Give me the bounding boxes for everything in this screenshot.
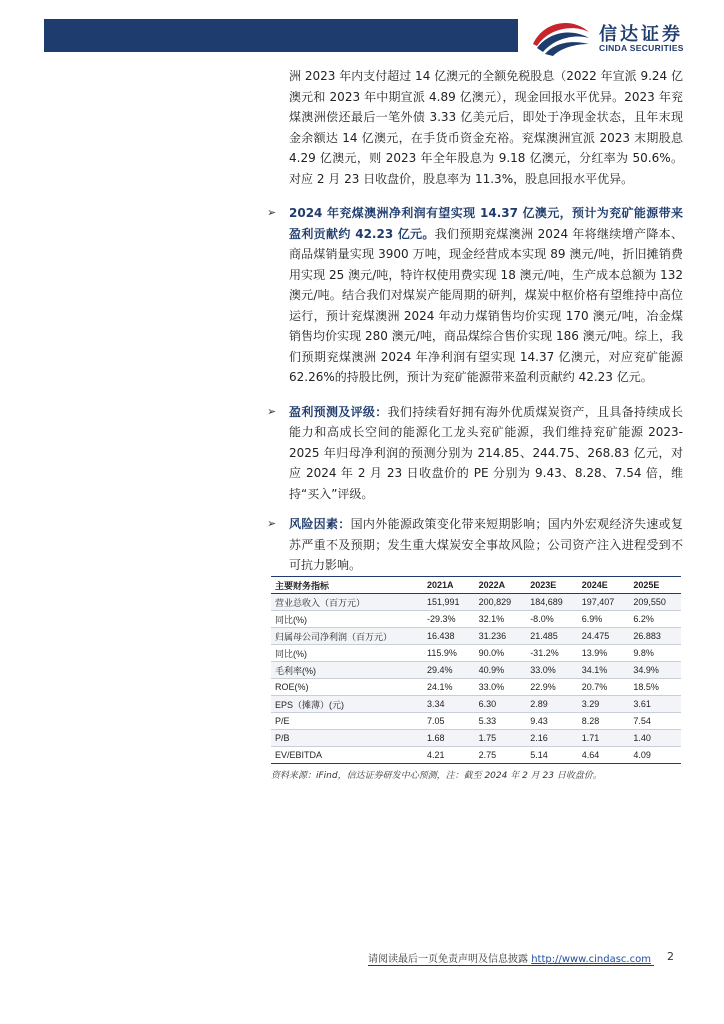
table-row-label: ROE(%) [271,679,423,696]
table-cell: 4.21 [423,747,475,764]
table-cell: 7.05 [423,713,475,730]
table-row-label: 同比(%) [271,611,423,628]
table-header-cell: 主要财务指标 [271,577,423,594]
bullet-text: 我们预期兖煤澳洲 2024 年将继续增产降本、商品煤销量实现 3900 万吨，现金经营成本实现 89 澳元/吨，折旧摊销费用实现 25 澳元/吨，特许权使用费实现 18 澳元/吨，生产成本总额为 132 澳元/吨。结合我们对煤炭产能周期的研判，煤炭中枢价格有望维持中高位运行，预计兖煤澳洲 2024 年动力煤销售均价实现 170 澳元/吨，冶金煤销售均价实现 280 澳元/吨，商品煤综合售价实现 186 澳元/吨。综上，我们预期兖煤澳洲 2024 年净利润有望实现 14.37 亿澳元，对应兖矿能源 62.26%的持股比例，预计为兖矿能源带来盈利贡献约 42.23 亿元。 [289,226,683,384]
table-cell: 9.43 [526,713,578,730]
bullet-heading: 风险因素： [289,517,351,531]
table-header-cell: 2022A [475,577,527,594]
table-header-cell: 2021A [423,577,475,594]
table-cell: 33.0% [526,662,578,679]
table-cell: 32.1% [475,611,527,628]
cinda-logo [531,14,711,56]
table-row [271,645,681,662]
bullet-heading: 2024 年兖煤澳洲净利润有望实现 14.37 亿澳元，预计为兖矿能源带来盈利贡献约 42.23 亿元。 [289,206,683,241]
table-row-label: EPS（摊薄）(元) [271,696,423,713]
table-header-cell: 2024E [578,577,630,594]
table-cell: 4.09 [629,747,681,764]
table-row-label: 同比(%) [271,645,423,662]
header-band [44,19,518,52]
table-cell: 200,829 [475,594,527,611]
table-cell: 151,991 [423,594,475,611]
table-row [271,730,681,747]
table-cell: 2.75 [475,747,527,764]
financial-metrics-table [271,576,681,764]
table-cell: 3.34 [423,696,475,713]
table-cell: 90.0% [475,645,527,662]
table-cell: 21.485 [526,628,578,645]
table-row-label: P/B [271,730,423,747]
footer [368,950,651,965]
table-cell: 3.29 [578,696,630,713]
table-cell: 18.5% [629,679,681,696]
cinda-logo-icon [531,14,593,56]
table-cell: -29.3% [423,611,475,628]
table-cell: 1.40 [629,730,681,747]
table-cell: 5.33 [475,713,527,730]
table-cell: 2.16 [526,730,578,747]
table-cell: 115.9% [423,645,475,662]
table-row-label: EV/EBITDA [271,747,423,764]
table-row [271,747,681,764]
table-header-cell: 2025E [629,577,681,594]
table-cell: 20.7% [578,679,630,696]
table-row-label: P/E [271,713,423,730]
table-row [271,594,681,611]
table-source-note: 资料来源：iFind，信达证券研发中心预测，注：截至 2024 年 2 月 23 日收盘价。 [271,771,602,781]
table-cell: 31.236 [475,628,527,645]
table-cell: 209,550 [629,594,681,611]
table-cell: 34.9% [629,662,681,679]
bullet-risk [267,514,683,576]
table-cell: 197,407 [578,594,630,611]
table-cell: 22.9% [526,679,578,696]
table-row [271,713,681,730]
table-row-label: 营业总收入（百万元） [271,594,423,611]
table-row [271,611,681,628]
bullet-arrow-icon: ➢ [267,517,277,530]
bullet-text: 我们持续看好拥有海外优质煤炭资产，且具备持续成长能力和高成长空间的能源化工龙头兖矿能源，我们维持兖矿能源 2023-2025 年归母净利润的预测分别为 214.85、244.75、268.83 亿元，对应 2024 年 2 月 23 日收盘价的 PE 分别为 9.43、8.28、7.54 倍，维持“买入”评级。 [289,404,683,501]
table-cell: 6.2% [629,611,681,628]
dividend-paragraph: 洲 2023 年内支付超过 14 亿澳元的全额免税股息（2022 年宣派 9.24 亿澳元和 2023 年中期宣派 4.89 亿澳元），现金回报水平优异。2023 年兖煤澳洲偿还最后一笔外债 3.33 亿美元后，即处于净现金状态，且年末现金余额达 14 亿澳元，在手货币资金充裕。兖煤澳洲宣派 2023 末期股息 4.29 亿澳元，则 2023 年全年股息为 9.18 亿澳元，分红率为 50.6%。对应 2 月 23 日收盘价，股息率为 11.3%，股息回报水平优异。 [289,69,683,186]
table-cell: 184,689 [526,594,578,611]
table-cell: 13.9% [578,645,630,662]
logo-cn-text: 信达证券 [599,24,683,45]
table-row [271,662,681,679]
table-cell: -8.0% [526,611,578,628]
table-cell: 24.475 [578,628,630,645]
bullet-rating [267,402,683,505]
table-cell: 1.71 [578,730,630,747]
table-row [271,628,681,645]
table-cell: 9.8% [629,645,681,662]
table-cell: 16.438 [423,628,475,645]
bullet-arrow-icon: ➢ [267,206,277,219]
table-cell: 4.64 [578,747,630,764]
table-row-label: 毛利率(%) [271,662,423,679]
table-cell: 1.68 [423,730,475,747]
table-row [271,696,681,713]
table-cell: 29.4% [423,662,475,679]
page-number: 2 [667,950,674,963]
table-cell: 3.61 [629,696,681,713]
bullet-text: 国内外能源政策变化带来短期影响；国内外宏观经济失速或复苏严重不及预期；发生重大煤炭安全事故风险；公司资产注入进程受到不可抗力影响。 [289,517,683,572]
report-body [267,66,683,576]
footer-website-link[interactable]: http://www.cindasc.com [531,954,651,965]
table-cell: 7.54 [629,713,681,730]
table-row-label: 归属母公司净利润（百万元） [271,628,423,645]
table-cell: 24.1% [423,679,475,696]
table-header-row [271,577,681,594]
footer-rule [368,965,654,966]
table-cell: 1.75 [475,730,527,747]
logo-en-text: CINDA SECURITIES [599,43,684,53]
table-cell: 2.89 [526,696,578,713]
bullet-heading: 盈利预测及评级： [289,404,388,419]
table-cell: 33.0% [475,679,527,696]
table-cell: -31.2% [526,645,578,662]
bullet-profit-forecast [267,203,683,388]
table-cell: 26.883 [629,628,681,645]
table-cell: 34.1% [578,662,630,679]
bullet-arrow-icon: ➢ [267,404,277,418]
table-cell: 5.14 [526,747,578,764]
table-cell: 8.28 [578,713,630,730]
table-cell: 40.9% [475,662,527,679]
table-row [271,679,681,696]
table-cell: 6.30 [475,696,527,713]
table-cell: 6.9% [578,611,630,628]
footer-disclaimer: 请阅读最后一页免责声明及信息披露 [368,954,532,965]
table-header-cell: 2023E [526,577,578,594]
